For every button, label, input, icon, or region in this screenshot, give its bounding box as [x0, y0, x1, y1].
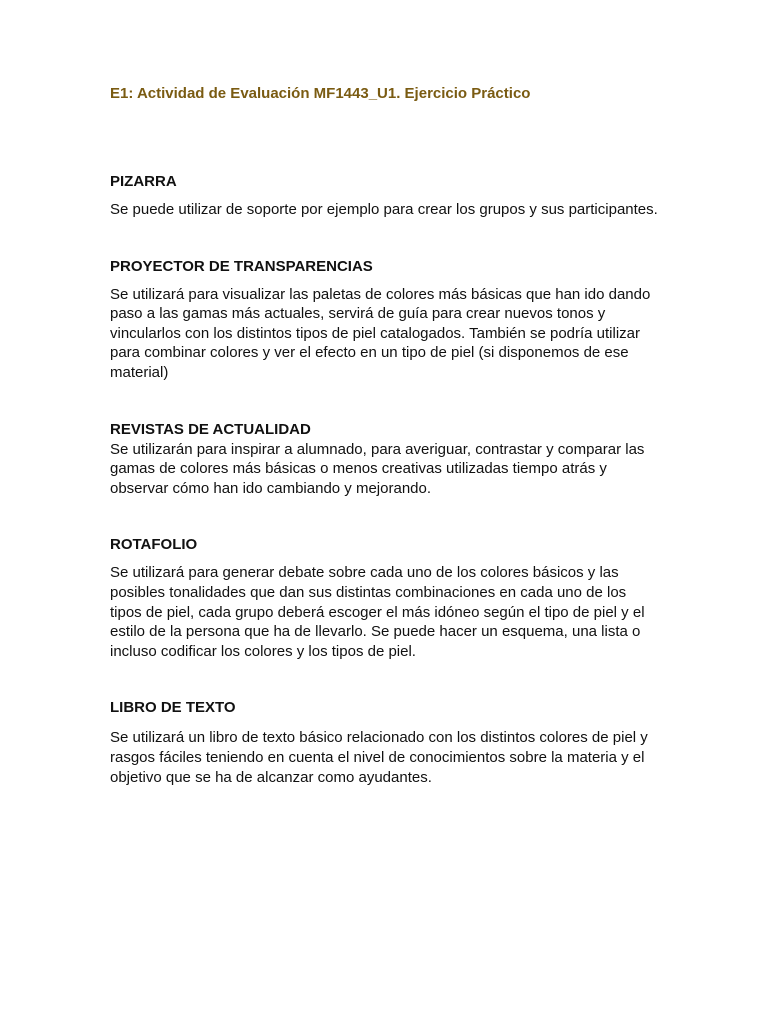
document-title: E1: Actividad de Evaluación MF1443_U1. Ejercicio Práctico: [110, 85, 531, 102]
section-text-rotafolio: Se utilizará para generar debate sobre cada uno de los colores básicos y las posibles tonalidades que dan sus distintas combinaciones en cada uno de los tipos de piel, cada grupo deberá escoger el más idóneo según el tipo de piel y el estilo de la persona que ha de llevarlo. Se puede hacer un esquema, una lista o incluso codificar los colores y los tipos de piel.: [110, 564, 645, 660]
section-text-revistas: Se utilizarán para inspirar a alumnado, para averiguar, contrastar y comparar las gamas de colores más básicas o menos creativas utilizadas tiempo atrás y observar cómo han ido cambiando y mejorando.: [110, 440, 645, 497]
section-text-libro: Se utilizará un libro de texto básico relacionado con los distintos colores de piel y rasgos fáciles teniendo en cuenta el nivel de conocimientos sobre la materia y el objetivo que se ha de alcanzar como ayudantes.: [110, 729, 648, 786]
section-heading-proyector: PROYECTOR DE TRANSPARENCIAS: [110, 257, 373, 275]
section-heading-libro: LIBRO DE TEXTO: [110, 699, 236, 717]
section-heading-pizarra: PIZARRA: [110, 173, 177, 190]
section-heading-rotafolio: ROTAFOLIO: [110, 536, 198, 554]
section-text-proyector: Se utilizará para visualizar las paletas de colores más básicas que han ido dando paso a las gamas más actuales, servirá de guía para crear nuevos tonos y vincularlos con los distintos tipos de piel catalogados. También se podría utilizar para combinar colores y ver el efecto en un tipo de piel (si disponemos de ese material): [110, 285, 651, 381]
section-text-pizarra: Se puede utilizar de soporte por ejemplo para crear los grupos y sus participantes.: [110, 201, 658, 218]
document-page: [110, 84, 662, 787]
section-heading-revistas: REVISTAS DE ACTUALIDAD: [110, 420, 311, 438]
